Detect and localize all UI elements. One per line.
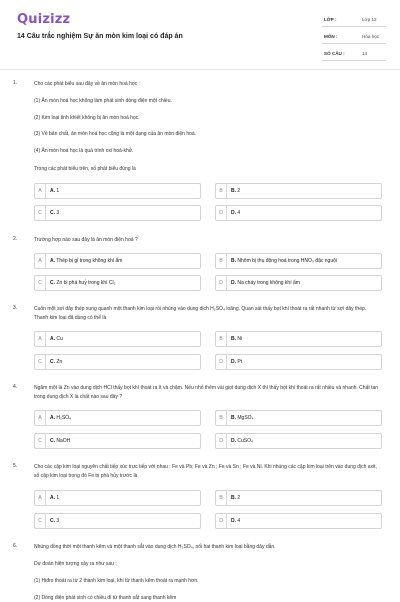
option-letter: D: [216, 276, 227, 290]
question-number: 2.: [13, 236, 18, 242]
option-text: 3: [56, 210, 60, 216]
option-text: H₂SO₄: [56, 415, 72, 421]
option-text: MgSO₄: [237, 415, 254, 421]
meta-value: Hóa học: [362, 34, 380, 39]
option-text: 4: [237, 210, 241, 216]
option-letter: B: [216, 411, 227, 425]
option-label: B.: [231, 495, 236, 501]
option-text: 1: [56, 495, 60, 501]
option-letter: A: [35, 184, 46, 198]
option-a[interactable]: [34, 490, 201, 506]
meta-grade: [322, 12, 386, 27]
option-d[interactable]: [215, 513, 382, 529]
option-text: Zn: [56, 359, 63, 365]
option-b[interactable]: [215, 331, 382, 347]
question-text: Cho các phát biểu sau đây về ăn mòn hoá học :: [34, 81, 140, 87]
option-a[interactable]: [34, 410, 201, 426]
option-letter: B: [216, 332, 227, 346]
option-letter: D: [216, 514, 227, 528]
option-label: B.: [231, 415, 236, 421]
question-text: Cuốn một sợi dây thép xung quanh một thanh kim loại rồi nhúng vào dung dịch H₂SO₄ loãng. Quan sát thấy bọt khí thoát ra rất nhanh từ sợi dây thép. Thanh kim loại đã dùng có thể là: [34, 306, 367, 321]
option-letter: C: [35, 206, 46, 220]
question-number: 5.: [13, 463, 18, 469]
option-letter: B: [216, 254, 227, 268]
option-text: Zn bị phá huỷ trong khí Cl₂: [56, 280, 116, 286]
meta-subject: [322, 29, 386, 44]
meta-label: MÔN :: [324, 34, 338, 39]
option-text: Thép bị gỉ trong không khí ẩm: [56, 258, 123, 264]
option-letter: C: [35, 355, 46, 369]
option-d[interactable]: [215, 354, 382, 370]
option-text: Cu: [56, 336, 63, 342]
option-label: C.: [50, 518, 55, 524]
document-title: 14 Câu trắc nghiệm Sự ăn mòn kim loại có đáp án: [17, 33, 183, 40]
option-label: B.: [231, 188, 236, 194]
option-text: Ni: [237, 336, 243, 342]
option-text: CuSO₄: [237, 438, 254, 444]
option-letter: A: [35, 254, 46, 268]
option-letter: C: [35, 434, 46, 448]
option-label: A.: [50, 495, 55, 501]
question-text: Cho các cặp kim loại nguyên chất tiếp xúc trực tiếp với nhau : Fe và Pb; Fe và Zn ; Fe và Sn ; Fe và Ni. Khi nhúng các cặp kim loại trên vào dung dịch axit, số cặp kim loại trong đó Fe bị phá hủy trước là: [34, 464, 377, 479]
option-text: Na cháy trong không khí ẩm: [237, 280, 300, 286]
question-number: 4.: [13, 384, 18, 390]
option-c[interactable]: [34, 433, 201, 449]
option-label: A.: [50, 336, 55, 342]
option-letter: C: [35, 514, 46, 528]
option-a[interactable]: [34, 183, 201, 199]
statement: (2) Dòng điện phát sinh có chiều đi từ thanh sắt sang thanh kẽm: [34, 595, 177, 601]
option-text: Pt: [237, 359, 243, 365]
option-label: A.: [50, 188, 55, 194]
option-d[interactable]: [215, 433, 382, 449]
option-label: D.: [231, 518, 236, 524]
option-d[interactable]: [215, 275, 382, 291]
option-label: D.: [231, 210, 236, 216]
statement: (3) Về bản chất, ăn mòn hoá học cũng là một dạng của ăn mòn điện hoá.: [34, 131, 197, 137]
header-divider: [0, 69, 400, 70]
option-text: 2: [237, 495, 241, 501]
option-label: B.: [231, 258, 236, 264]
question-text: Trường hợp nào sau đây là ăn mòn điện hoá ?: [34, 237, 138, 243]
option-label: C.: [50, 210, 55, 216]
statement: (1) Hiđro thoát ra từ 2 thanh kim loại, khí từ thanh kẽm thoát ra mạnh hơn.: [34, 578, 199, 584]
option-letter: A: [35, 332, 46, 346]
option-c[interactable]: [34, 275, 201, 291]
question-number: 1.: [13, 80, 18, 86]
option-c[interactable]: [34, 205, 201, 221]
option-a[interactable]: [34, 253, 201, 269]
option-letter: A: [35, 411, 46, 425]
quizizz-logo[interactable]: Quizizz: [17, 12, 71, 27]
option-label: A.: [50, 258, 55, 264]
question-text: Nhúng đồng thời một thanh kẽm và một thanh sắt vào dung dịch H₂SO₄, nối hai thanh kim loại bằng dây dẫn.: [34, 544, 276, 550]
option-label: C.: [50, 359, 55, 365]
meta-value: 14: [362, 51, 368, 56]
option-text: NaOH: [56, 438, 71, 444]
option-b[interactable]: [215, 490, 382, 506]
question-text: Ngâm một lá Zn vào dung dịch HCl thấy bọt khí thoát ra ít và chậm. Nếu nhỏ thêm vài giọt dung dịch X thì thấy bọt khí thoát ra rất nhiều và nhanh. Chất tan trong dung dịch X là chất nào sau đây ?: [34, 385, 379, 400]
option-letter: D: [216, 355, 227, 369]
meta-label: LỚP :: [324, 17, 337, 22]
option-letter: B: [216, 491, 227, 505]
meta-label: SỐ CÂU :: [324, 51, 345, 56]
option-letter: B: [216, 184, 227, 198]
option-label: D.: [231, 438, 236, 444]
option-label: B.: [231, 336, 236, 342]
statement: (4) Ăn mòn hoá học là quá trình oxi hoá-khử.: [34, 148, 134, 154]
statement: (2) Kim loại tinh khiết không bị ăn mòn hoá học.: [34, 115, 140, 121]
option-text: 3: [56, 518, 60, 524]
option-text: 4: [237, 518, 241, 524]
statement: Dự đoán hiện tượng xảy ra như sau ;: [34, 561, 117, 567]
option-letter: D: [216, 206, 227, 220]
question-number: 3.: [13, 305, 18, 311]
document-meta: [322, 12, 386, 61]
option-text: 2: [237, 188, 241, 194]
option-letter: D: [216, 434, 227, 448]
option-label: C.: [50, 438, 55, 444]
option-b[interactable]: [215, 253, 382, 269]
option-text: 1: [56, 188, 60, 194]
meta-value: Lớp 12: [362, 17, 377, 22]
option-a[interactable]: [34, 331, 201, 347]
option-letter: A: [35, 491, 46, 505]
option-label: C.: [50, 280, 55, 286]
meta-question-count: [322, 46, 386, 61]
option-c[interactable]: [34, 354, 201, 370]
option-b[interactable]: [215, 410, 382, 426]
option-label: A.: [50, 415, 55, 421]
statement: (1) Ăn mòn hoá học không làm phát sinh dòng điện một chiều.: [34, 98, 172, 104]
option-c[interactable]: [34, 513, 201, 529]
option-text: Nhôm bị thụ động hoá trong HNO₃ đặc nguội: [237, 258, 337, 264]
statement: Trong các phát biểu trên, số phát biểu đúng là: [34, 166, 136, 172]
option-label: D.: [231, 359, 236, 365]
question-number: 6.: [13, 543, 18, 549]
option-label: D.: [231, 280, 236, 286]
option-letter: C: [35, 276, 46, 290]
option-b[interactable]: [215, 183, 382, 199]
option-d[interactable]: [215, 205, 382, 221]
